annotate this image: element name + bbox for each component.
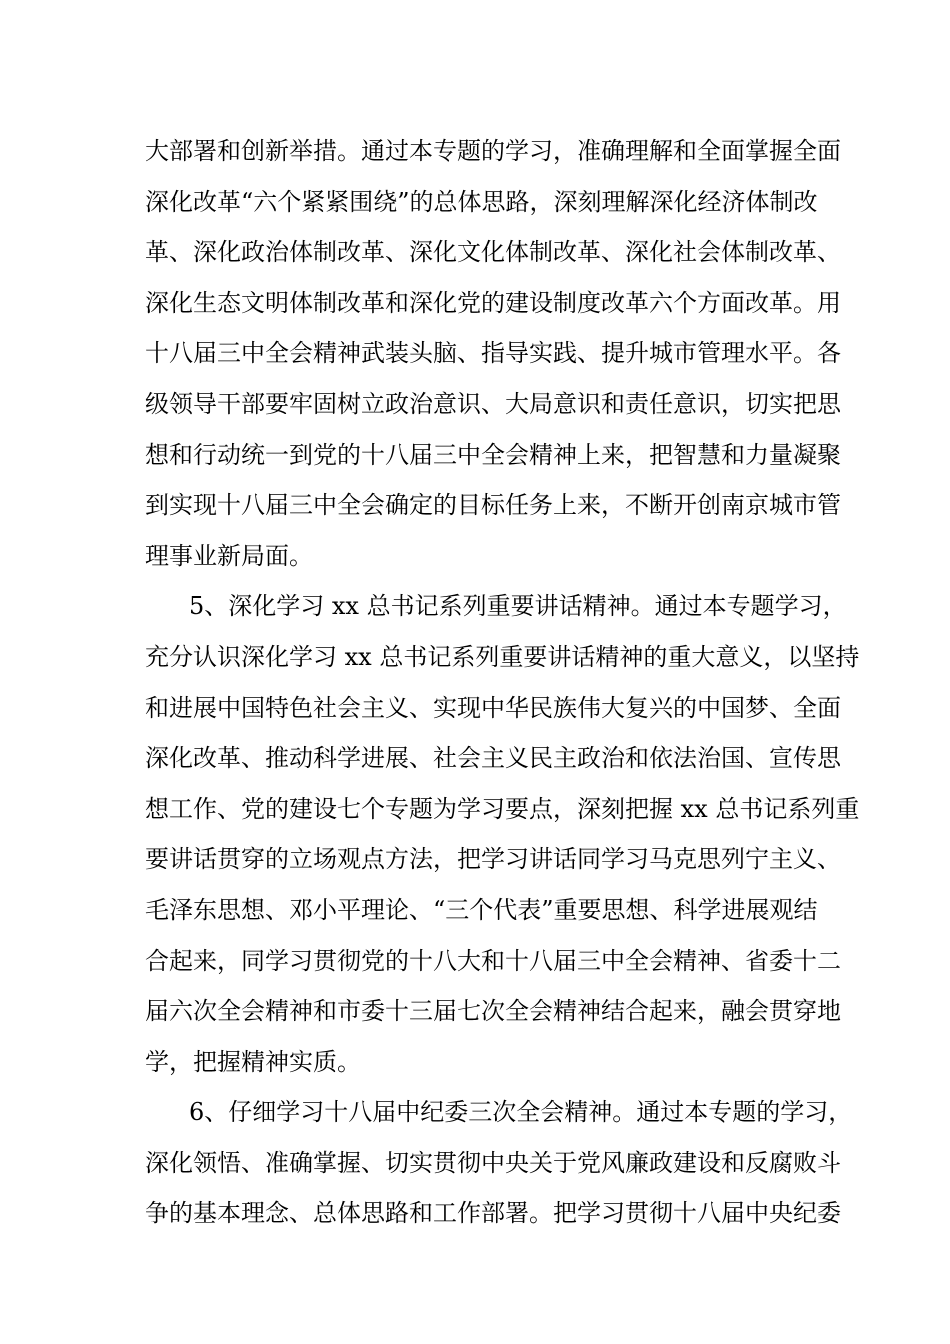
text-line: 6、仔细学习十八届中纪委三次全会精神。通过本专题的学习， (189, 1098, 853, 1127)
text-line: 合起来，同学习贯彻党的十八大和十八届三中全会精神、省委十二 (145, 946, 841, 975)
body-text (145, 126, 860, 1239)
text-line: 到实现十八届三中全会确定的目标任务上来，不断开创南京城市管 (145, 491, 841, 520)
text-line: 深化改革、推动科学进展、社会主义民主政治和依法治国、宣传思 (145, 744, 841, 773)
text-line: 大部署和创新举措。通过本专题的学习，准确理解和全面掌握全面 (145, 137, 841, 165)
text-line: 5、深化学习 xx 总书记系列重要讲话精神。通过本专题学习， (189, 592, 847, 621)
text-line: 想和行动统一到党的十八届三中全会精神上来，把智慧和力量凝聚 (145, 440, 841, 469)
paragraph-item-6 (145, 1087, 853, 1239)
text-line: 毛泽东思想、邓小平理论、“三个代表”重要思想、科学进展观结 (145, 895, 818, 924)
text-line: 充分认识深化学习 xx 总书记系列重要讲话精神的重大意义，以坚持 (145, 642, 860, 671)
text-line: 深化领悟、准确掌握、切实贯彻中央关于党风廉政建设和反腐败斗 (145, 1148, 841, 1177)
text-line: 要讲话贯穿的立场观点方法，把学习讲话同学习马克思列宁主义、 (145, 845, 841, 874)
text-line: 十八届三中全会精神武装头脑、指导实践、提升城市管理水平。各 (145, 339, 841, 368)
paragraph-item-5 (145, 581, 860, 1087)
text-line: 级领导干部要牢固树立政治意识、大局意识和责任意识，切实把思 (145, 389, 841, 418)
text-line: 学，把握精神实质。 (145, 1047, 361, 1076)
text-line: 届六次全会精神和市委十三届七次全会精神结合起来，融会贯穿地 (145, 997, 841, 1026)
text-line: 革、深化政治体制改革、深化文化体制改革、深化社会体制改革、 (145, 238, 841, 267)
text-line: 争的基本理念、总体思路和工作部署。把学习贯彻十八届中央纪委 (145, 1199, 841, 1228)
text-line: 深化改革“六个紧紧围绕”的总体思路，深刻理解深化经济体制改 (145, 187, 818, 216)
text-line: 深化生态文明体制改革和深化党的建设制度改革六个方面改革。用 (145, 288, 841, 317)
text-line: 想工作、党的建设七个专题为学习要点，深刻把握 xx 总书记系列重 (145, 794, 860, 823)
text-line: 和进展中国特色社会主义、实现中华民族伟大复兴的中国梦、全面 (145, 693, 841, 722)
text-line: 理事业新局面。 (145, 541, 313, 570)
paragraph-continuation (145, 126, 841, 581)
